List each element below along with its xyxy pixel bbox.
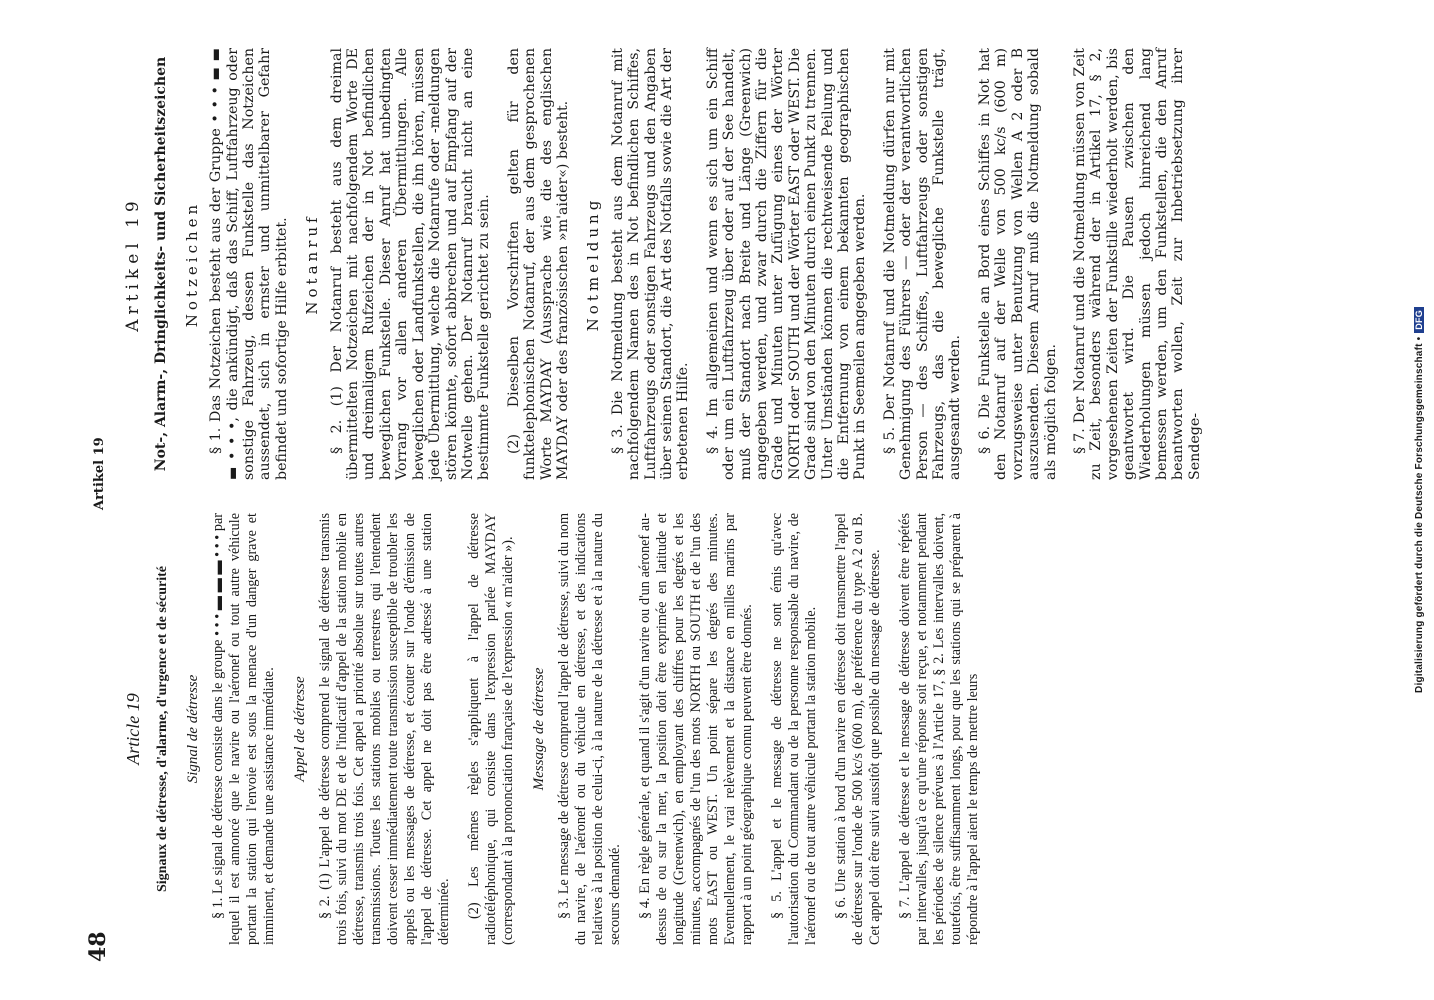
german-paragraph: (2) Dieselben Vorschriften gelten für den funktelephonischen Notanruf, der aus dem gesprochenen Worte MAYDAY (Aussprache wie die des englischen MAYDAY oder des französischen »m'aider«) besteht.: [505, 48, 571, 480]
german-column: [125, 48, 1216, 480]
french-subtitle: Signaux de détresse, d'alarme, d'urgence et de sécurité: [155, 566, 170, 892]
german-paragraph: § 6. Die Funkstelle an Bord eines Schiffes in Not hat den Notanruf auf der Welle von 500 kc/s (600 m) vorzugsweise unter Benutzung von Wellen A 2 oder B auszusenden. Diesem Anruf muß die Notmeldung sobald als möglich folgen.: [976, 48, 1059, 480]
french-section-title: Appel de détresse: [292, 676, 308, 782]
german-paragraph: § 5. Der Notanruf und die Notmeldung dürfen nur mit Genehmigung des Führers — oder der verantwortlichen Person — des Schiffes, Luftfahrzeugs oder sonstigen Fahrzeugs, das die bewegliche Funkstelle trägt, ausgesandt werden.: [881, 48, 964, 480]
french-paragraph: § 2. (1) L'appel de détresse comprend le signal de détresse transmis trois fois, suivi du mot DE et de l'indicatif d'appel de la station mobile en détresse, transmis trois fois. Cet appel a priorité absolue sur toutes autres transmissions. Toutes les stations mobiles ou terrestres qui l'entendent doivent cesser immédiatement toute transmission susceptible de troubler les appels ou les messages de détresse, et écouter sur l'onde d'émission de l'appel de détresse. Cet appel ne doit pas être adressé à une station déterminée.: [317, 513, 452, 945]
german-paragraph: § 4. Im allgemeinen und wenn es sich um ein Schiff oder um ein Luftfahrzeug über oder auf der See handelt, muß der Standort nach Breite und Länge (Greenwich) angegeben werden, und zwar durch die Ziffern für die Grade und Minuten unter Zufügung eines der Wörter NORTH oder SOUTH und der Wörter EAST oder WEST. Die Grade sind von den Minuten durch einen Punkt zu trennen. Unter Umständen können die rechtweisende Peilung und die Entfernung von einem bekannten geographischen Punkt in Seemeilen angegeben werden.: [704, 48, 869, 480]
german-paragraph: § 3. Die Notmeldung besteht aus dem Notanruf mit nachfolgendem Namen des in Not befindlichen Schiffes, Luftfahrzeugs oder sonstigen Fahrzeugs und den Angaben über seinen Standort, die Art des Notfalls sowie die Art der erbetenen Hilfe.: [609, 48, 692, 480]
dfg-logo: DFG: [1414, 307, 1424, 333]
german-section-title: Notanruf: [303, 213, 322, 315]
french-article-title: Article 19: [123, 693, 143, 765]
german-section-title: Notmeldung: [584, 196, 603, 332]
french-paragraph: (2) Les mêmes règles s'appliquent à l'appel de détresse radiotéléphonique, qui consiste dans l'expression parlée MAYDAY (correspondant à la prononciation française de l'expression « m'aider »).: [466, 513, 516, 945]
german-subtitle: Not-, Alarm-, Dringlichkeits- und Sicherheitszeichen: [153, 56, 170, 472]
german-paragraph: § 1. Das Notzeichen besteht aus der Gruppe • • • ▬ ▬ ▬ • • •, die ankündigt, daß das Schiff, Luftfahrzeug oder sonstige Fahrzeug, dessen Funkstelle das Notzeichen aussendet, sich in ernster und unmittelbarer Gefahr befindet und sofortige Hilfe erbittet.: [208, 48, 290, 480]
page-number: 48: [85, 931, 111, 962]
german-paragraph: § 7. Der Notanruf und die Notmeldung müssen von Zeit zu Zeit, besonders während der in Artikel 17, § 2, vorgesehenen Zeiten der Funkstille wiederholt werden, bis geantwortet wird. Die Pausen zwischen den Wiederholungen müssen jedoch hinreichend lang bemessen werden, um den Funkstellen, die den Anruf beantworten wollen, Zeit zur Inbetriebsetzung ihrer Sendege-: [1071, 48, 1203, 480]
french-column: [125, 513, 995, 945]
digitization-credit: [1414, 0, 1425, 1000]
french-section-title: Signal de détresse: [185, 674, 201, 784]
french-paragraph: § 3. Le message de détresse comprend l'appel de détresse, suivi du nom du navire, de l'aéronef ou du véhicule en détresse, et des indications relatives à la position de celui-ci, à la nature de la détresse et à la nature du secours demandé.: [556, 513, 623, 945]
french-paragraph: § 7. L'appel de détresse et le message de détresse doivent être répétés par intervalles, jusqu'à ce qu'une réponse soit reçue, et notamment pendant les périodes de silence prévues à l'Article 17, § 2. Les intervalles doivent, toutefois, être suffisamment longs, pour que les stations qui se préparent à répondre à l'appel aient le temps de mettre leurs: [897, 513, 981, 945]
french-paragraph: § 1. Le signal de détresse consiste dans le groupe • • • ▬ ▬ ▬ • • • par lequel il est annoncé que le navire ou l'aéronef ou tout autre véhicule portant la station qui l'envoie est sous la menace d'un danger grave et imminent, et demande une assistance immédiate.: [210, 513, 277, 945]
credit-text: Digitalisierung gefördert durch die Deutsche Forschungsgemeinschaft •: [1414, 336, 1425, 693]
german-article-title: Artikel 19: [123, 196, 143, 332]
french-section-title: Message de détresse: [531, 667, 547, 791]
running-head: Artikel 19: [92, 437, 107, 510]
french-paragraph: § 4. En règle générale, et quand il s'agit d'un navire ou d'un aéronef au-dessus de ou sur la mer, la position doit être exprimée en latitude et longitude (Greenwich), en employant des chiffres pour les degrés et les minutes, accompagnés de l'un des mots NORTH ou SOUTH et de l'un des mots EAST ou WEST. Un point sépare les degrés des minutes. Eventuellement, le vrai relèvement et la distance en milles marins par rapport à un point géographique connu peuvent être donnés.: [637, 513, 755, 945]
german-section-title: Notzeichen: [182, 200, 201, 328]
french-paragraph: § 6. Une station à bord d'un navire en détresse doit transmettre l'appel de détresse sur l'onde de 500 kc/s (600 m), de préférence du type A 2 ou B. Cet appel doit être suivi aussitôt que possible du message de détresse.: [833, 513, 883, 945]
french-paragraph: § 5. L'appel et le message de détresse ne sont émis qu'avec l'autorisation du Commandant ou de la personne responsable du navire, de l'aéronef ou de tout autre véhicule portant la station mobile.: [769, 513, 819, 945]
german-paragraph: § 2. (1) Der Notanruf besteht aus dem dreimal übermittelten Notzeichen mit nachfolgendem Worte DE und dreimaligem Rufzeichen der in Not befindlichen beweglichen Funkstelle. Dieser Anruf hat unbedingten Vorrang vor allen anderen Übermittlungen. Alle beweglichen oder Landfunkstellen, die ihn hören, müssen jede Übermittlung, welche die Notanrufe oder -meldungen stören könnte, sofort abbrechen und auf Empfang auf der Notwelle gehen. Der Notanruf braucht nicht an eine bestimmte Funkstelle gerichtet zu sein.: [328, 48, 493, 480]
